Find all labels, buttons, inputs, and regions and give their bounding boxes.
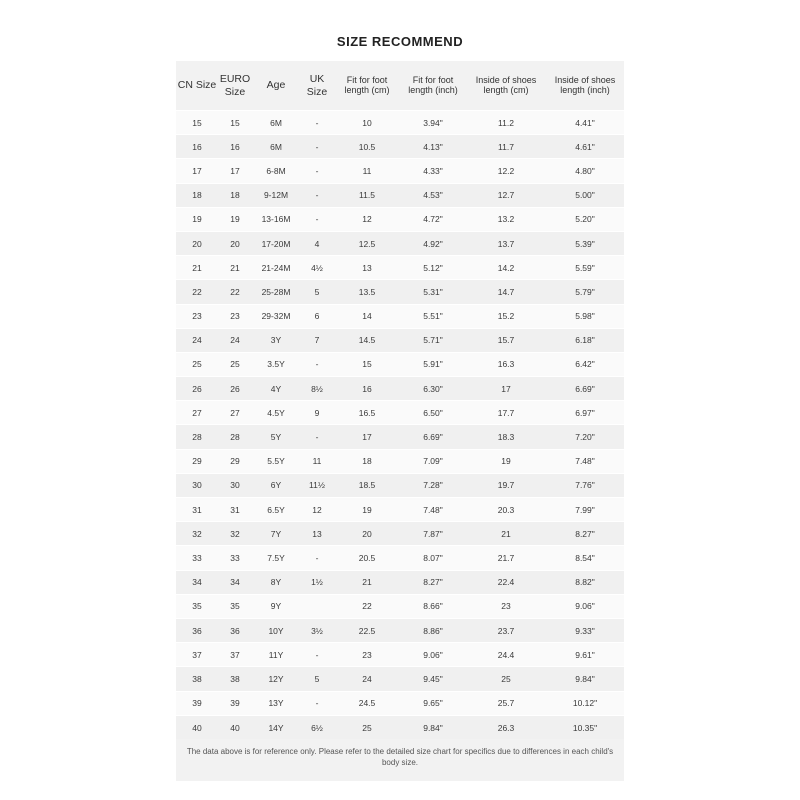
table-cell: 7.20": [546, 425, 624, 449]
table-cell: 3.94": [400, 111, 466, 135]
table-cell: 23.7: [466, 618, 546, 642]
table-row: [176, 522, 624, 546]
table-cell: 30: [176, 473, 218, 497]
table-cell: 20.3: [466, 498, 546, 522]
table-cell: 28: [176, 425, 218, 449]
table-header-row: [176, 61, 624, 111]
table-cell: -: [300, 183, 334, 207]
table-cell: 35: [176, 594, 218, 618]
table-cell: 10.5: [334, 135, 400, 159]
table-cell: 40: [218, 715, 252, 739]
table-cell: 22: [218, 280, 252, 304]
table-cell: 17: [218, 159, 252, 183]
table-cell: 21: [466, 522, 546, 546]
table-cell: 4.72": [400, 207, 466, 231]
table-cell: 24: [176, 328, 218, 352]
table-cell: 7.87": [400, 522, 466, 546]
table-cell: 7Y: [252, 522, 300, 546]
table-cell: 40: [176, 715, 218, 739]
table-cell: 7.09": [400, 449, 466, 473]
table-cell: 20: [334, 522, 400, 546]
table-row: [176, 449, 624, 473]
table-cell: 10Y: [252, 618, 300, 642]
table-cell: 17: [176, 159, 218, 183]
table-cell: 7.76": [546, 473, 624, 497]
table-cell: 24.5: [334, 691, 400, 715]
table-cell: 14: [334, 304, 400, 328]
table-cell: 13.7: [466, 231, 546, 255]
table-cell: 1½: [300, 570, 334, 594]
table-cell: 5.12": [400, 256, 466, 280]
table-cell: 19.7: [466, 473, 546, 497]
table-cell: 5.71": [400, 328, 466, 352]
table-cell: 23: [176, 304, 218, 328]
table-cell: 36: [176, 618, 218, 642]
table-cell: 9.84": [546, 667, 624, 691]
table-cell: 9.84": [400, 715, 466, 739]
table-cell: 13: [334, 256, 400, 280]
table-cell: 10.12": [546, 691, 624, 715]
table-cell: 16.5: [334, 401, 400, 425]
table-row: [176, 159, 624, 183]
table-cell: 9.45": [400, 667, 466, 691]
table-cell: 28: [218, 425, 252, 449]
table-row: [176, 256, 624, 280]
table-cell: 30: [218, 473, 252, 497]
table-cell: 19: [218, 207, 252, 231]
table-row: [176, 715, 624, 739]
column-header-foot-length-inch: Fit for foot length (inch): [408, 75, 458, 95]
table-cell: 26: [218, 377, 252, 401]
table-row: [176, 498, 624, 522]
column-header-cn-size: CN Size: [177, 79, 217, 91]
table-cell: 4.5Y: [252, 401, 300, 425]
table-cell: 11Y: [252, 643, 300, 667]
table-cell: 32: [176, 522, 218, 546]
table-cell: 17.7: [466, 401, 546, 425]
table-cell: 5: [300, 280, 334, 304]
table-cell: 24: [334, 667, 400, 691]
table-cell: 17: [466, 377, 546, 401]
table-cell: 26.3: [466, 715, 546, 739]
table-cell: 15.7: [466, 328, 546, 352]
column-header-inside-length-inch: Inside of shoes length (inch): [554, 75, 616, 95]
table-cell: 12.7: [466, 183, 546, 207]
table-row: [176, 183, 624, 207]
table-cell: 18: [218, 183, 252, 207]
table-cell: 3½: [300, 618, 334, 642]
table-cell: 6.5Y: [252, 498, 300, 522]
table-row: [176, 280, 624, 304]
table-cell: 11½: [300, 473, 334, 497]
table-cell: 33: [176, 546, 218, 570]
table-cell: 13.2: [466, 207, 546, 231]
table-cell: 12.2: [466, 159, 546, 183]
table-cell: 6.50": [400, 401, 466, 425]
table-cell: 32: [218, 522, 252, 546]
table-cell: 7.5Y: [252, 546, 300, 570]
table-cell: 5.59": [546, 256, 624, 280]
table-row: [176, 473, 624, 497]
table-cell: 38: [176, 667, 218, 691]
table-row: [176, 135, 624, 159]
table-cell: 3Y: [252, 328, 300, 352]
table-cell: 38: [218, 667, 252, 691]
table-cell: 21-24M: [252, 256, 300, 280]
table-cell: 10.35": [546, 715, 624, 739]
table-cell: 31: [176, 498, 218, 522]
table-cell: 6M: [252, 111, 300, 135]
table-cell: 13: [300, 522, 334, 546]
table-cell: 7.48": [400, 498, 466, 522]
table-cell: 22.5: [334, 618, 400, 642]
table-cell: 22: [334, 594, 400, 618]
table-cell: 6.30": [400, 377, 466, 401]
table-cell: 11: [300, 449, 334, 473]
table-row: [176, 691, 624, 715]
table-cell: -: [300, 352, 334, 376]
table-cell: -: [300, 159, 334, 183]
table-cell: 21.7: [466, 546, 546, 570]
column-header-foot-length-cm: Fit for foot length (cm): [344, 75, 390, 95]
table-row: [176, 111, 624, 135]
table-cell: 9.61": [546, 643, 624, 667]
table-cell: 19: [176, 207, 218, 231]
table-cell: 23: [334, 643, 400, 667]
table-cell: 18.5: [334, 473, 400, 497]
table-cell: 7: [300, 328, 334, 352]
table-cell: -: [300, 691, 334, 715]
table-row: [176, 328, 624, 352]
table-cell: 7.28": [400, 473, 466, 497]
table-cell: 35: [218, 594, 252, 618]
table-cell: 24: [218, 328, 252, 352]
table-cell: 8Y: [252, 570, 300, 594]
table-cell: 20: [176, 231, 218, 255]
table-cell: 7.48": [546, 449, 624, 473]
table-cell: 39: [218, 691, 252, 715]
table-cell: 4: [300, 231, 334, 255]
table-cell: 29: [218, 449, 252, 473]
table-cell: 4½: [300, 256, 334, 280]
table-row: [176, 618, 624, 642]
table-cell: 34: [218, 570, 252, 594]
table-cell: 12: [334, 207, 400, 231]
table-cell: 34: [176, 570, 218, 594]
table-cell: 17-20M: [252, 231, 300, 255]
table-cell: 6M: [252, 135, 300, 159]
table-cell: 5.51": [400, 304, 466, 328]
table-cell: -: [300, 643, 334, 667]
table-cell: 19: [334, 498, 400, 522]
table-cell: 8.82": [546, 570, 624, 594]
table-cell: 37: [176, 643, 218, 667]
table-cell: 23: [466, 594, 546, 618]
table-cell: 6-8M: [252, 159, 300, 183]
table-cell: 21: [218, 256, 252, 280]
table-row: [176, 377, 624, 401]
table-row: [176, 570, 624, 594]
table-body: [176, 111, 624, 740]
table-cell: 31: [218, 498, 252, 522]
table-cell: -: [300, 546, 334, 570]
table-cell: 25: [176, 352, 218, 376]
table-cell: 9.65": [400, 691, 466, 715]
table-cell: 5: [300, 667, 334, 691]
table-cell: 14Y: [252, 715, 300, 739]
table-cell: 16.3: [466, 352, 546, 376]
table-cell: 11.5: [334, 183, 400, 207]
table-cell: 23: [218, 304, 252, 328]
table-cell: 5.00": [546, 183, 624, 207]
table-row: [176, 667, 624, 691]
table-cell: 9.06": [400, 643, 466, 667]
table-cell: [300, 594, 334, 618]
table-cell: 22: [176, 280, 218, 304]
table-cell: 4Y: [252, 377, 300, 401]
table-cell: 14.7: [466, 280, 546, 304]
table-cell: 21: [176, 256, 218, 280]
table-cell: -: [300, 135, 334, 159]
table-cell: 6.42": [546, 352, 624, 376]
table-cell: 15: [334, 352, 400, 376]
table-cell: 24.4: [466, 643, 546, 667]
table-cell: 11.7: [466, 135, 546, 159]
table-cell: 13-16M: [252, 207, 300, 231]
table-cell: 10: [334, 111, 400, 135]
table-cell: 29: [176, 449, 218, 473]
table-cell: 15.2: [466, 304, 546, 328]
table-cell: 25: [334, 715, 400, 739]
table-cell: 18.3: [466, 425, 546, 449]
table-cell: 6.97": [546, 401, 624, 425]
table-cell: 6.18": [546, 328, 624, 352]
table-cell: 5.91": [400, 352, 466, 376]
table-cell: 27: [176, 401, 218, 425]
table-cell: -: [300, 425, 334, 449]
table-cell: 12.5: [334, 231, 400, 255]
table-row: [176, 594, 624, 618]
table-cell: 4.33": [400, 159, 466, 183]
column-header-age: Age: [266, 79, 286, 91]
table-cell: 26: [176, 377, 218, 401]
table-cell: 5.20": [546, 207, 624, 231]
table-cell: 5.98": [546, 304, 624, 328]
table-cell: 15: [176, 111, 218, 135]
table-cell: -: [300, 111, 334, 135]
page-title: SIZE RECOMMEND: [336, 34, 464, 49]
table-cell: 6.69": [546, 377, 624, 401]
table-cell: 21: [334, 570, 400, 594]
column-header-euro-size: EURO Size: [219, 72, 251, 98]
table-cell: 17: [334, 425, 400, 449]
table-cell: 4.80": [546, 159, 624, 183]
table-cell: 18: [176, 183, 218, 207]
table-cell: 8.27": [546, 522, 624, 546]
column-header-uk-size: UK Size: [306, 72, 328, 98]
table-cell: 11.2: [466, 111, 546, 135]
table-cell: 33: [218, 546, 252, 570]
table-row: [176, 546, 624, 570]
table-cell: 13Y: [252, 691, 300, 715]
table-cell: 8.07": [400, 546, 466, 570]
table-cell: 4.53": [400, 183, 466, 207]
table-cell: 5Y: [252, 425, 300, 449]
table-cell: 8.86": [400, 618, 466, 642]
table-cell: 20: [218, 231, 252, 255]
table-cell: 15: [218, 111, 252, 135]
table-cell: 9.06": [546, 594, 624, 618]
table-row: [176, 401, 624, 425]
table-row: [176, 643, 624, 667]
table-cell: 14.5: [334, 328, 400, 352]
table-cell: 18: [334, 449, 400, 473]
table-cell: 16: [176, 135, 218, 159]
table-cell: 16: [334, 377, 400, 401]
table-row: [176, 425, 624, 449]
table-cell: -: [300, 207, 334, 231]
table-cell: 8.27": [400, 570, 466, 594]
table-cell: 5.31": [400, 280, 466, 304]
table-row: [176, 231, 624, 255]
table-cell: 7.99": [546, 498, 624, 522]
table-cell: 9-12M: [252, 183, 300, 207]
table-cell: 25.7: [466, 691, 546, 715]
table-cell: 16: [218, 135, 252, 159]
table-cell: 8½: [300, 377, 334, 401]
table-cell: 4.92": [400, 231, 466, 255]
column-header-inside-length-cm: Inside of shoes length (cm): [475, 75, 537, 95]
table-cell: 6½: [300, 715, 334, 739]
table-cell: 9: [300, 401, 334, 425]
table-cell: 13.5: [334, 280, 400, 304]
table-cell: 8.66": [400, 594, 466, 618]
table-cell: 22.4: [466, 570, 546, 594]
table-cell: 5.39": [546, 231, 624, 255]
table-cell: 14.2: [466, 256, 546, 280]
table-cell: 25: [466, 667, 546, 691]
table-cell: 5.5Y: [252, 449, 300, 473]
table-cell: 27: [218, 401, 252, 425]
table-cell: 8.54": [546, 546, 624, 570]
table-cell: 6: [300, 304, 334, 328]
table-cell: 5.79": [546, 280, 624, 304]
table-cell: 20.5: [334, 546, 400, 570]
table-cell: 6Y: [252, 473, 300, 497]
table-cell: 9.33": [546, 618, 624, 642]
table-cell: 11: [334, 159, 400, 183]
table-cell: 25: [218, 352, 252, 376]
table-row: [176, 207, 624, 231]
table-cell: 12Y: [252, 667, 300, 691]
table-cell: 25-28M: [252, 280, 300, 304]
table-row: [176, 352, 624, 376]
table-cell: 29-32M: [252, 304, 300, 328]
table-cell: 39: [176, 691, 218, 715]
table-cell: 36: [218, 618, 252, 642]
table-cell: 6.69": [400, 425, 466, 449]
table-cell: 12: [300, 498, 334, 522]
size-table: [176, 61, 624, 739]
table-cell: 19: [466, 449, 546, 473]
table-cell: 3.5Y: [252, 352, 300, 376]
table-row: [176, 304, 624, 328]
table-cell: 37: [218, 643, 252, 667]
table-cell: 4.13": [400, 135, 466, 159]
table-cell: 4.41": [546, 111, 624, 135]
table-cell: 4.61": [546, 135, 624, 159]
reference-note: The data above is for reference only. Please refer to the detailed size chart for specifics due to differences in each child's body size.: [186, 747, 614, 767]
table-cell: 9Y: [252, 594, 300, 618]
